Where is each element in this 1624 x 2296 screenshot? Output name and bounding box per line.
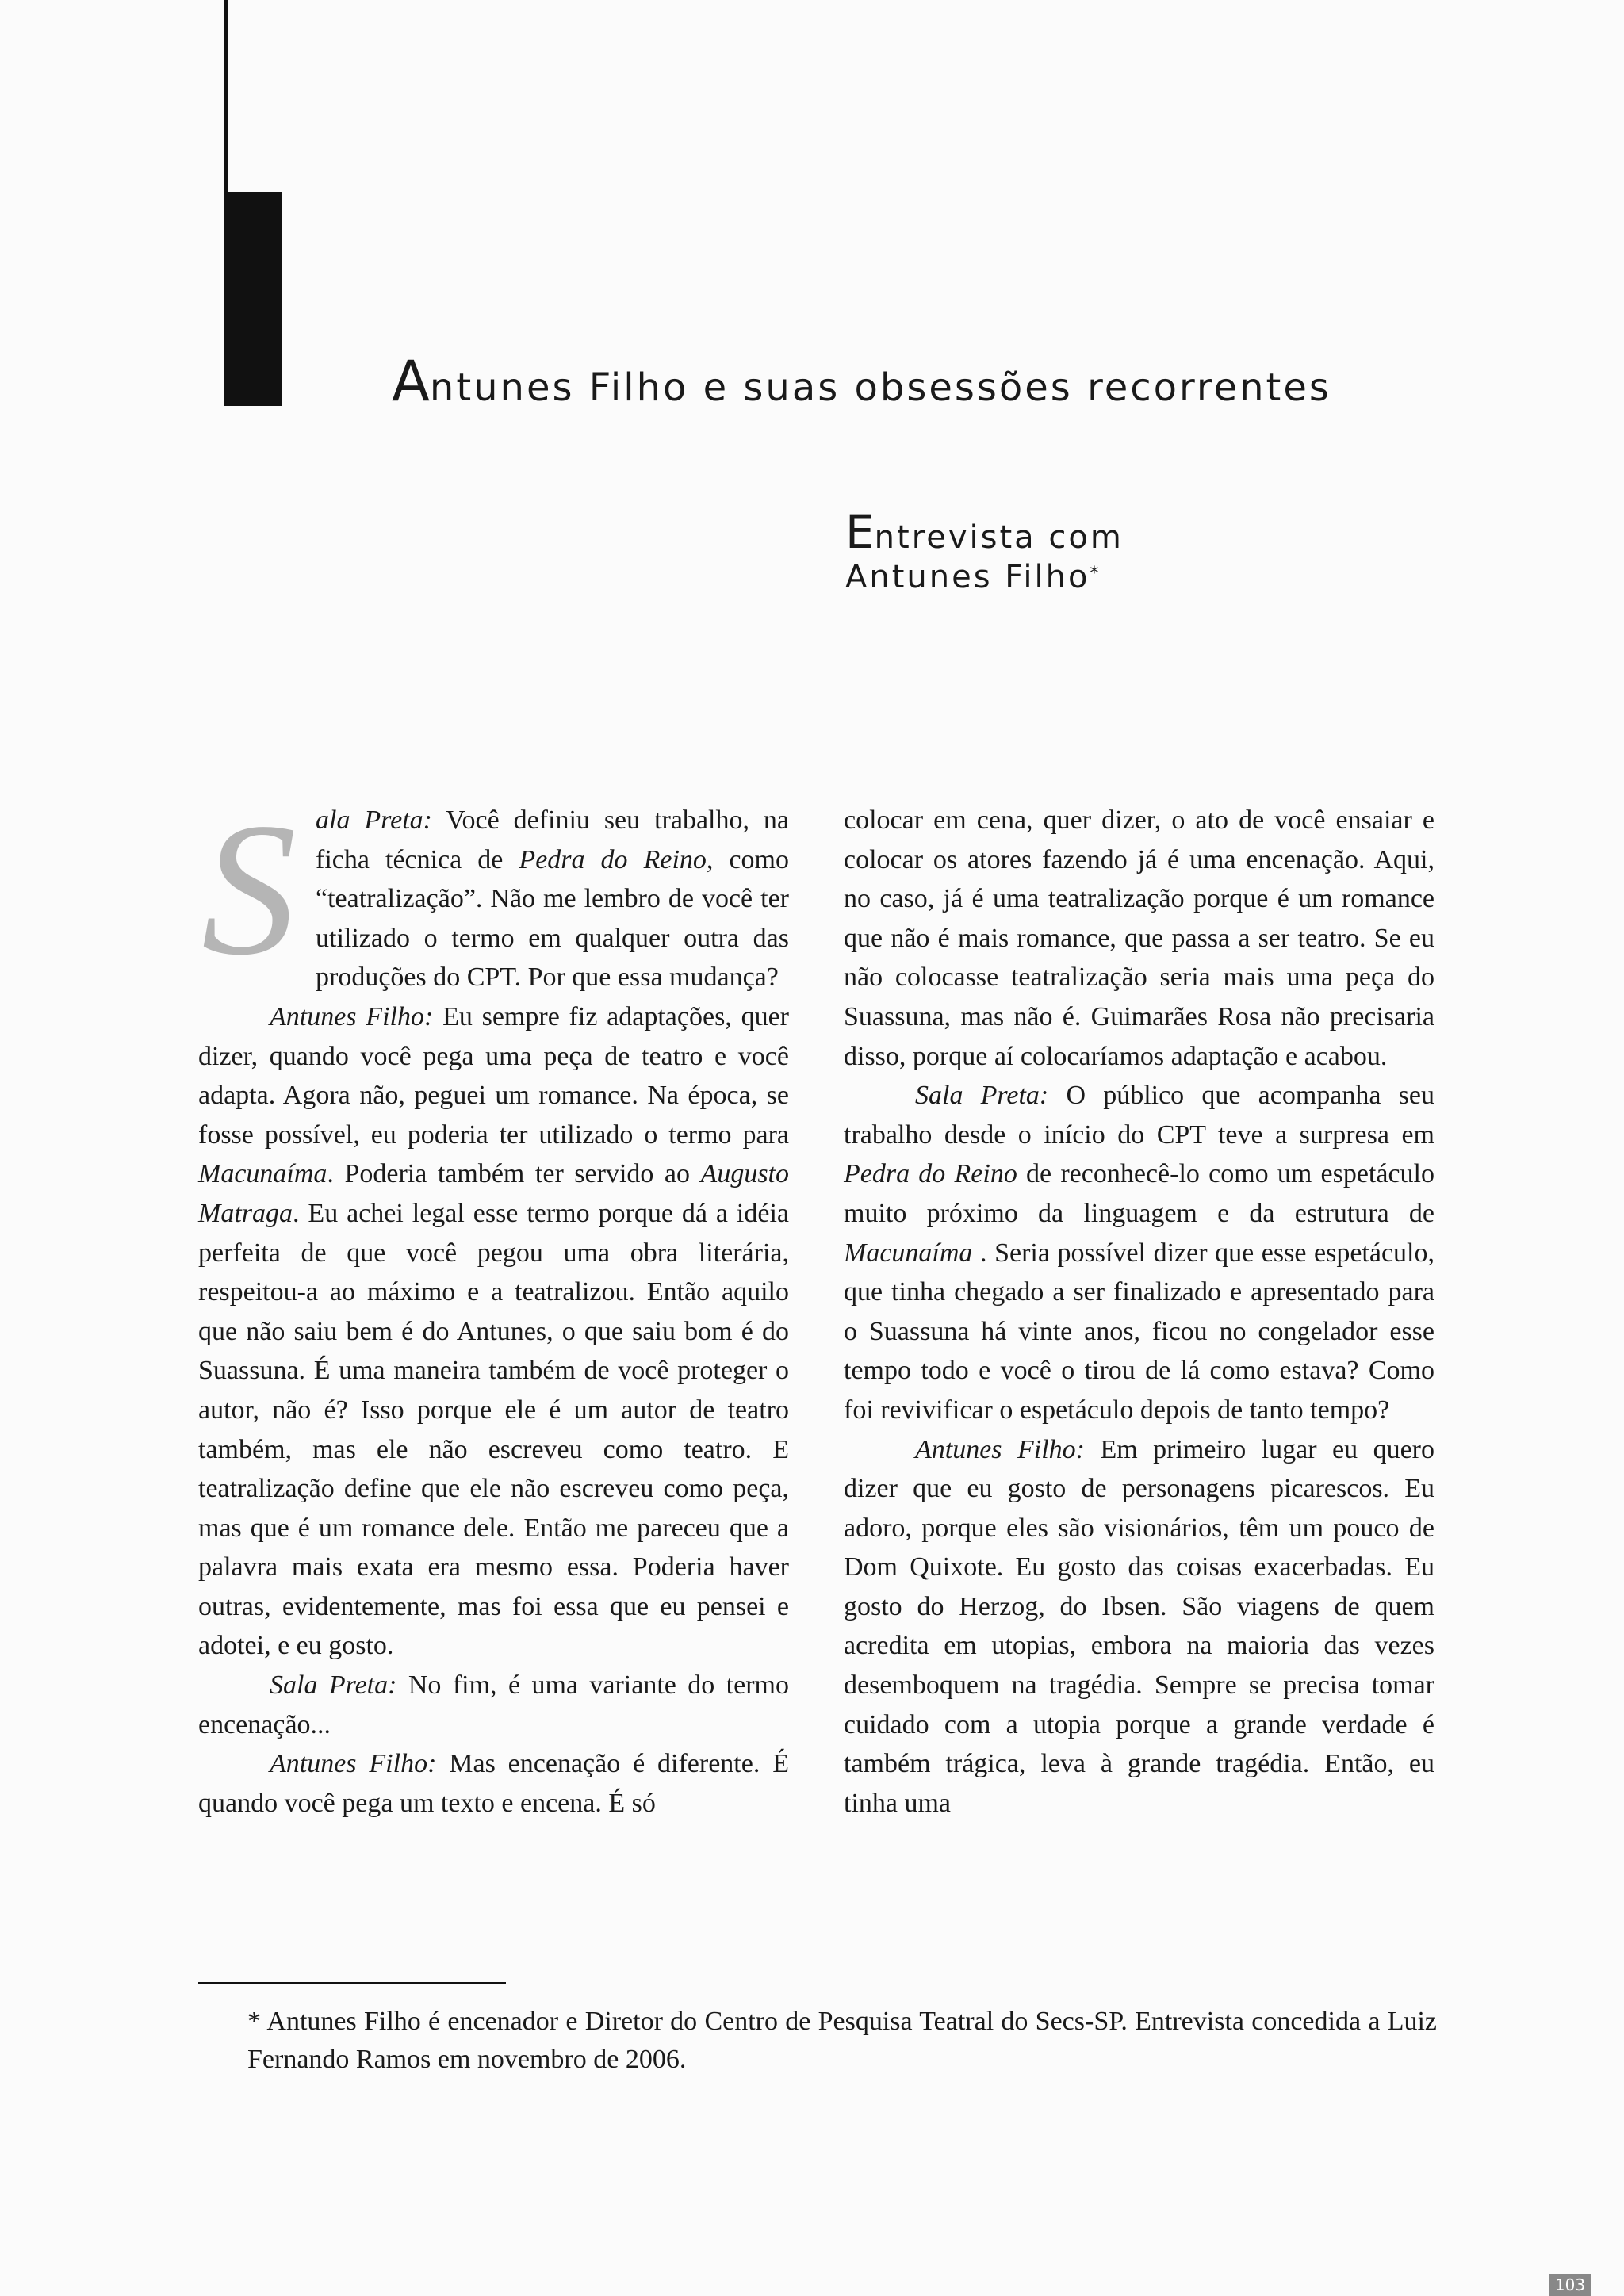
page-number: 103 [1549,2274,1591,2296]
speaker-label: ala Preta: [316,806,432,835]
work-title: Pedra do Reino [519,844,707,874]
paragraph-answer-3 [844,1430,1434,1823]
decorative-vertical-rule [224,0,228,198]
title-rest: ntunes Filho e suas obsessões recorrentes [429,365,1331,410]
work-title: Pedra do Reino [844,1159,1017,1189]
speaker-label: Sala Preta: [270,1670,397,1701]
body-column-left [198,783,789,1823]
footnote-marker: * [1090,564,1101,584]
paragraph-text: , como “teatralização”. Não me lembro de você ter utilizado o termo em qualquer outra das produções do CPT. Por que essa mudança? [316,844,789,993]
paragraph-text: de reconhecê-lo como um espetáculo muito próximo da linguagem e da estrutura de [844,1159,1434,1228]
paragraph-text: . Eu achei legal esse termo porque dá a idéia perfeita de que você pegou uma obra literária, respeitou-a ao máximo e a teatralizou. Então aquilo que não saiu bem é do Antunes, o que saiu bom é do Suassuna. É uma maneira também de você proteger o autor, não é? Isso porque ele é um autor de teatro também, mas ele não escreveu como teatro. E teatralização define que ele não escreveu como peça, mas que é um romance dele. Então me pareceu que a palavra mais exata era mesmo essa. Poderia haver outras, evidentemente, mas foi essa que eu pensei e adotei, e eu gosto. [198,1198,789,1661]
subtitle-line-2 [845,557,1124,597]
paragraph-question-1 [198,783,789,997]
work-title: Macunaíma [198,1159,327,1189]
paragraph-answer-2 [198,1744,789,1823]
paragraph-text: Você definiu seu trabalho, na ficha técnica de [316,806,789,874]
subtitle-initial: E [845,505,875,559]
subtitle-line-1 [845,505,1124,559]
title-initial: A [392,349,430,414]
paragraph-text: . Seria possível dizer que esse espetáculo, que tinha chegado a ser finalizado e apresentado para o Suassuna há vinte anos, ficou no congelador esse tempo todo e você o tirou de lá como estava? Como foi revivificar o espetáculo depois de tanto tempo? [844,1238,1434,1425]
paragraph-text: No fim, é uma variante do termo encenação... [198,1670,789,1739]
paragraph-text: Mas encenação é diferente. É quando você pega um texto e encena. É só [198,1749,789,1818]
speaker-label: Sala Preta: [915,1081,1049,1111]
drop-cap: S [201,783,297,994]
paragraph-question-3 [844,1076,1434,1429]
article-subtitle [845,505,1124,597]
footnote: * Antunes Filho é encenador e Diretor do Centro de Pesquisa Teatral do Secs-SP. Entrevista concedida a Luiz Fernando Ramos em novembro de 2006. [247,2007,1437,2074]
footnote-rule [198,1982,506,1984]
paragraph-text: . Poderia também ter servido ao [327,1159,701,1189]
paragraph-answer-2-continued [844,801,1434,1076]
work-title: Augusto Matraga [198,1159,789,1228]
subtitle-author: Antunes Filho [845,559,1090,595]
speaker-label: Antunes Filho: [270,1001,434,1031]
speaker-label: Antunes Filho: [915,1434,1085,1464]
paragraph-text: colocar em cena, quer dizer, o ato de você ensaiar e colocar os atores fazendo já é uma encenação. Aqui, no caso, já é uma teatralização porque é um romance que não é mais romance, que passa a ser teatro. Se eu não colocasse teatralização seria mais uma peça do Suassuna, mas não é. Guimarães Rosa não precisaria disso, porque aí colocaríamos adaptação e acabou. [844,806,1434,1071]
body-column-right [844,801,1434,1823]
speaker-label: Antunes Filho: [270,1749,437,1779]
paragraph-text: Em primeiro lugar eu quero dizer que eu gosto de personagens picarescos. Eu adoro, porque eles são visionários, têm um pouco de Dom Quixote. Eu gosto das coisas exacerbadas. Eu gosto do Herzog, do Ibsen. São viagens de quem acredita em utopias, embora na maioria das vezes desemboquem na tragédia. Sempre se precisa tomar cuidado com a utopia porque a grande verdade é também trágica, leva à grande tragédia. Então, eu tinha uma [844,1434,1434,1818]
paragraph-question-2 [198,1666,789,1744]
article-title [392,349,1331,414]
subtitle-line-1-rest: ntrevista com [874,519,1124,556]
paragraph-text: Eu sempre fiz adaptações, quer dizer, quando você pega uma peça de teatro e você adapta. Agora não, peguei um romance. Na época, se fosse possível, eu poderia ter utilizado o termo para [198,1001,789,1150]
decorative-black-block [224,192,282,406]
paragraph-text: O público que acompanha seu trabalho desde o início do CPT teve a surpresa em [844,1081,1434,1150]
work-title: Macunaíma [844,1238,973,1268]
paragraph-answer-1 [198,997,789,1666]
